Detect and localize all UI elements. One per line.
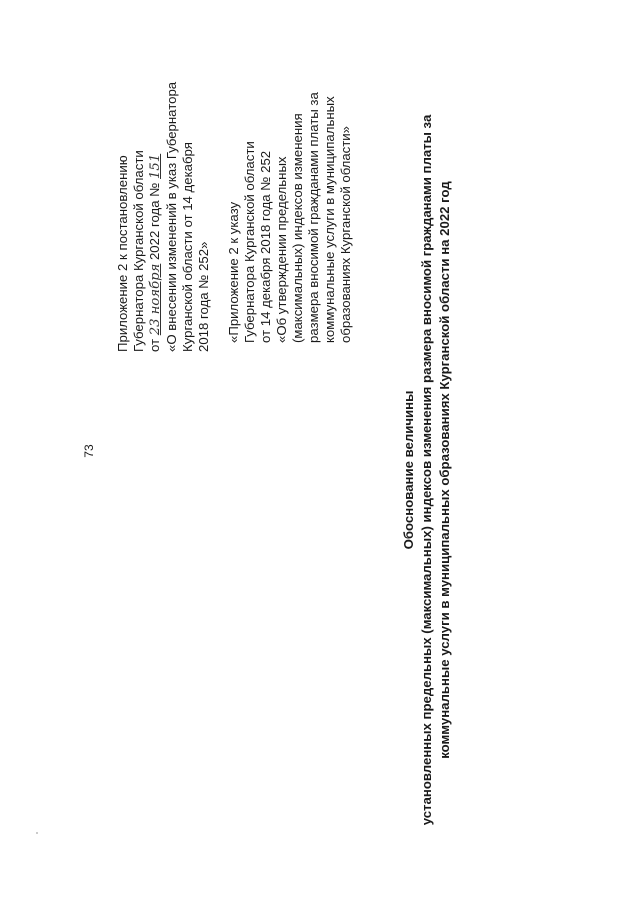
appendix-original-line-7: коммунальные услуги в муниципальных <box>322 96 337 343</box>
decree-year-number-label: 2022 года № <box>147 178 162 264</box>
appendix-original-line-1: «Приложение 2 к указу <box>226 201 241 343</box>
appendix-decree-line-3 <box>147 52 164 352</box>
appendix-decree-line-6: 2018 года № 252» <box>196 241 211 352</box>
appendix-decree-heading <box>115 52 212 352</box>
scan-speck <box>36 832 38 834</box>
appendix-original-heading <box>226 92 354 343</box>
document-title <box>400 60 454 880</box>
title-line-1: Обоснование величины <box>401 390 416 550</box>
appendix-decree-line-1: Приложение 2 к постановлению <box>115 155 130 352</box>
appendix-decree-line-4: «О внесении изменений в указ Губернатора <box>164 81 179 352</box>
appendix-original-line-3: от 14 декабря 2018 года № 252 <box>258 150 273 343</box>
title-line-3: коммунальные услуги в муниципальных образованиях Курганской области на 2022 год <box>437 181 452 759</box>
page-number: 73 <box>82 444 96 458</box>
appendix-decree-line-5: Курганской области от 14 декабря <box>180 142 195 352</box>
appendix-original-line-6: размера вносимой гражданами платы за <box>306 92 321 343</box>
decree-date-handwritten: 23 ноября <box>148 263 163 336</box>
appendix-original-line-8: образованиях Курганской области» <box>338 125 353 343</box>
appendix-original-line-2: Губернатора Курганской области <box>242 141 257 343</box>
appendix-original-line-5: (максимальных) индексов изменения <box>290 113 305 343</box>
decree-date-prefix: от <box>147 335 162 352</box>
decree-number-handwritten: 151 <box>148 153 163 179</box>
appendix-original-line-4: «Об утверждении предельных <box>274 156 289 343</box>
appendix-decree-line-2: Губернатора Курганской области <box>131 150 146 352</box>
title-line-2: установленных предельных (максимальных) индексов изменения размера вносимой гражданами платы за <box>419 114 434 826</box>
